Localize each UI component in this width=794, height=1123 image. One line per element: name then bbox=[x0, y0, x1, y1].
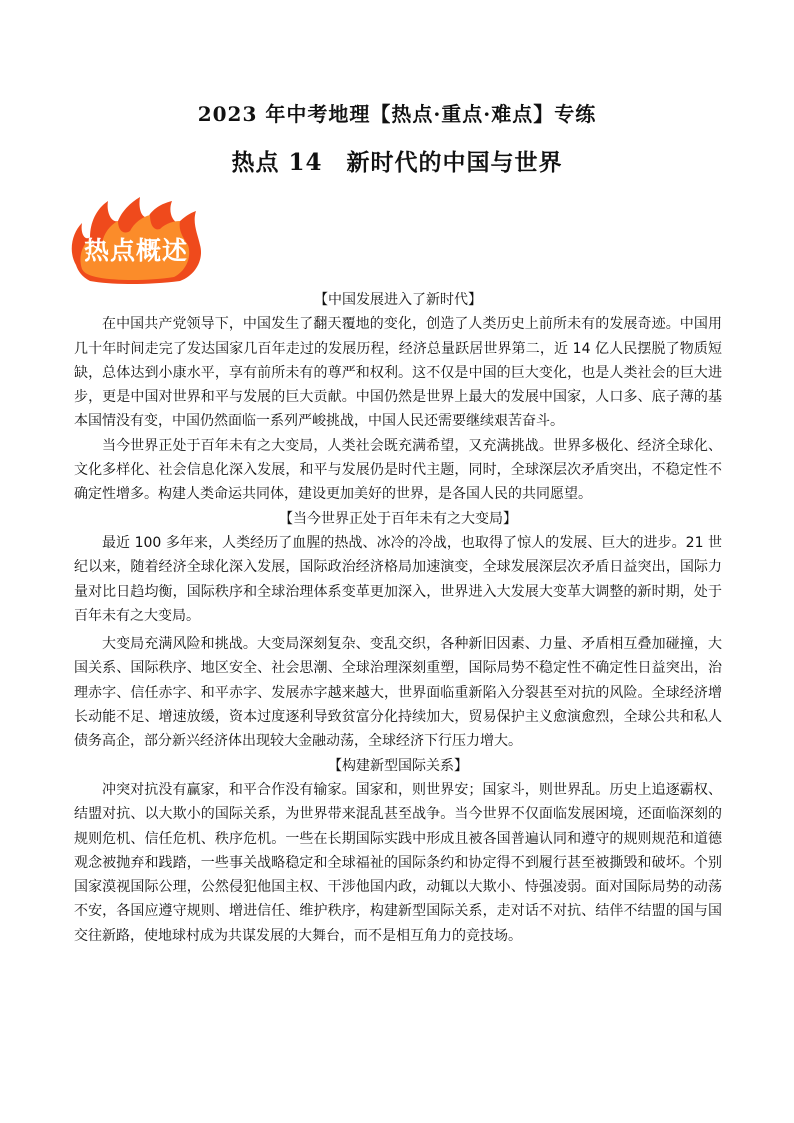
section-heading: 【当今世界正处于百年未有之大变局】 bbox=[279, 510, 517, 527]
section-heading: 【构建新型国际关系】 bbox=[328, 757, 468, 774]
flame-icon bbox=[68, 193, 204, 285]
paragraph: 大变局充满风险和挑战。大变局深刻复杂、变乱交织，各种新旧因素、力量、矛盾相互叠加碰撞，大国关系、国际秩序、地区安全、社会思潮、全球治理深刻重塑，国际局势不稳定性不确定性日益突出，治理赤字、信任赤字、和平赤字、发展赤字越来越大，世界面临重新陷入分裂甚至对抗的风险。全球经济增长动能不足、增速放缓，资本过度逐利导致贫富分化持续加大，贸易保护主义愈演愈烈，全球公共和私人债务高企，部分新兴经济体出现较大金融动荡，全球经济下行压力增大。 bbox=[74, 636, 722, 750]
paragraph: 当今世界正处于百年未有之大变局，人类社会既充满希望，又充满挑战。世界多极化、经济全球化、文化多样化、社会信息化深入发展，和平与发展仍是时代主题，同时，全球深层次矛盾突出，不稳定性不确定性增多。构建人类命运共同体，建设更加美好的世界，是各国人民的共同愿望。 bbox=[74, 437, 722, 503]
paragraph: 最近 100 多年来，人类经历了血腥的热战、冰冷的冷战，也取得了惊人的发展、巨大的进步。21 世纪以来，随着经济全球化深入发展，国际政治经济格局加速演变，全球发展深层次矛盾日益突出，国际力量对比日趋均衡，国际秩序和全球治理体系变革更加深入，世界进入大发展大变革大调整的新时期，处于百年未有之大变局。 bbox=[74, 534, 722, 624]
badge-label: 热点概述 bbox=[83, 236, 189, 265]
hot-topic-badge bbox=[68, 193, 204, 285]
section-heading: 【中国发展进入了新时代】 bbox=[314, 292, 482, 308]
paragraph: 冲突对抗没有赢家，和平合作没有输家。国家和，则世界安；国家斗，则世界乱。历史上追逐霸权、结盟对抗、以大欺小的国际关系，为世界带来混乱甚至战争。当今世界不仅面临发展困境，还面临深刻的规则危机、信任危机、秩序危机。一些在长期国际实践中形成且被各国普遍认同和遵守的规则规范和道德观念被抛弃和践踏，一些事关战略稳定和全球福祉的国际条约和协定得不到履行甚至被撕毁和破坏。个别国家漠视国际公理，公然侵犯他国主权、干涉他国内政，动辄以大欺小、恃强凌弱。面对国际局势的动荡不安，各国应遵守规则、增进信任、维护秩序，构建新型国际关系，走对话不对抗、结伴不结盟的国与国交往新路，使地球村成为共谋发展的大舞台，而不是相互角力的竞技场。 bbox=[74, 781, 722, 944]
article-body bbox=[74, 288, 722, 948]
paragraph: 在中国共产党领导下，中国发生了翻天覆地的变化，创造了人类历史上前所未有的发展奇迹。中国用几十年时间走完了发达国家几百年走过的发展历程，经济总量跃居世界第二，近 14 亿人民摆脱了物质短缺，总体达到小康水平，享有前所未有的尊严和权利。这不仅是中国的巨大变化，也是人类社会的巨大进步，更是中国对世界和平与发展的巨大贡献。中国仍然是世界上最大的发展中国家，人口多、底子薄的基本国情没有变，中国仍然面临一系列严峻挑战，中国人民还需要继续艰苦奋斗。 bbox=[74, 316, 722, 430]
document-subtitle: 热点 14 新时代的中国与世界 bbox=[231, 149, 563, 176]
document-title: 2023 年中考地理【热点·重点·难点】专练 bbox=[197, 102, 597, 126]
